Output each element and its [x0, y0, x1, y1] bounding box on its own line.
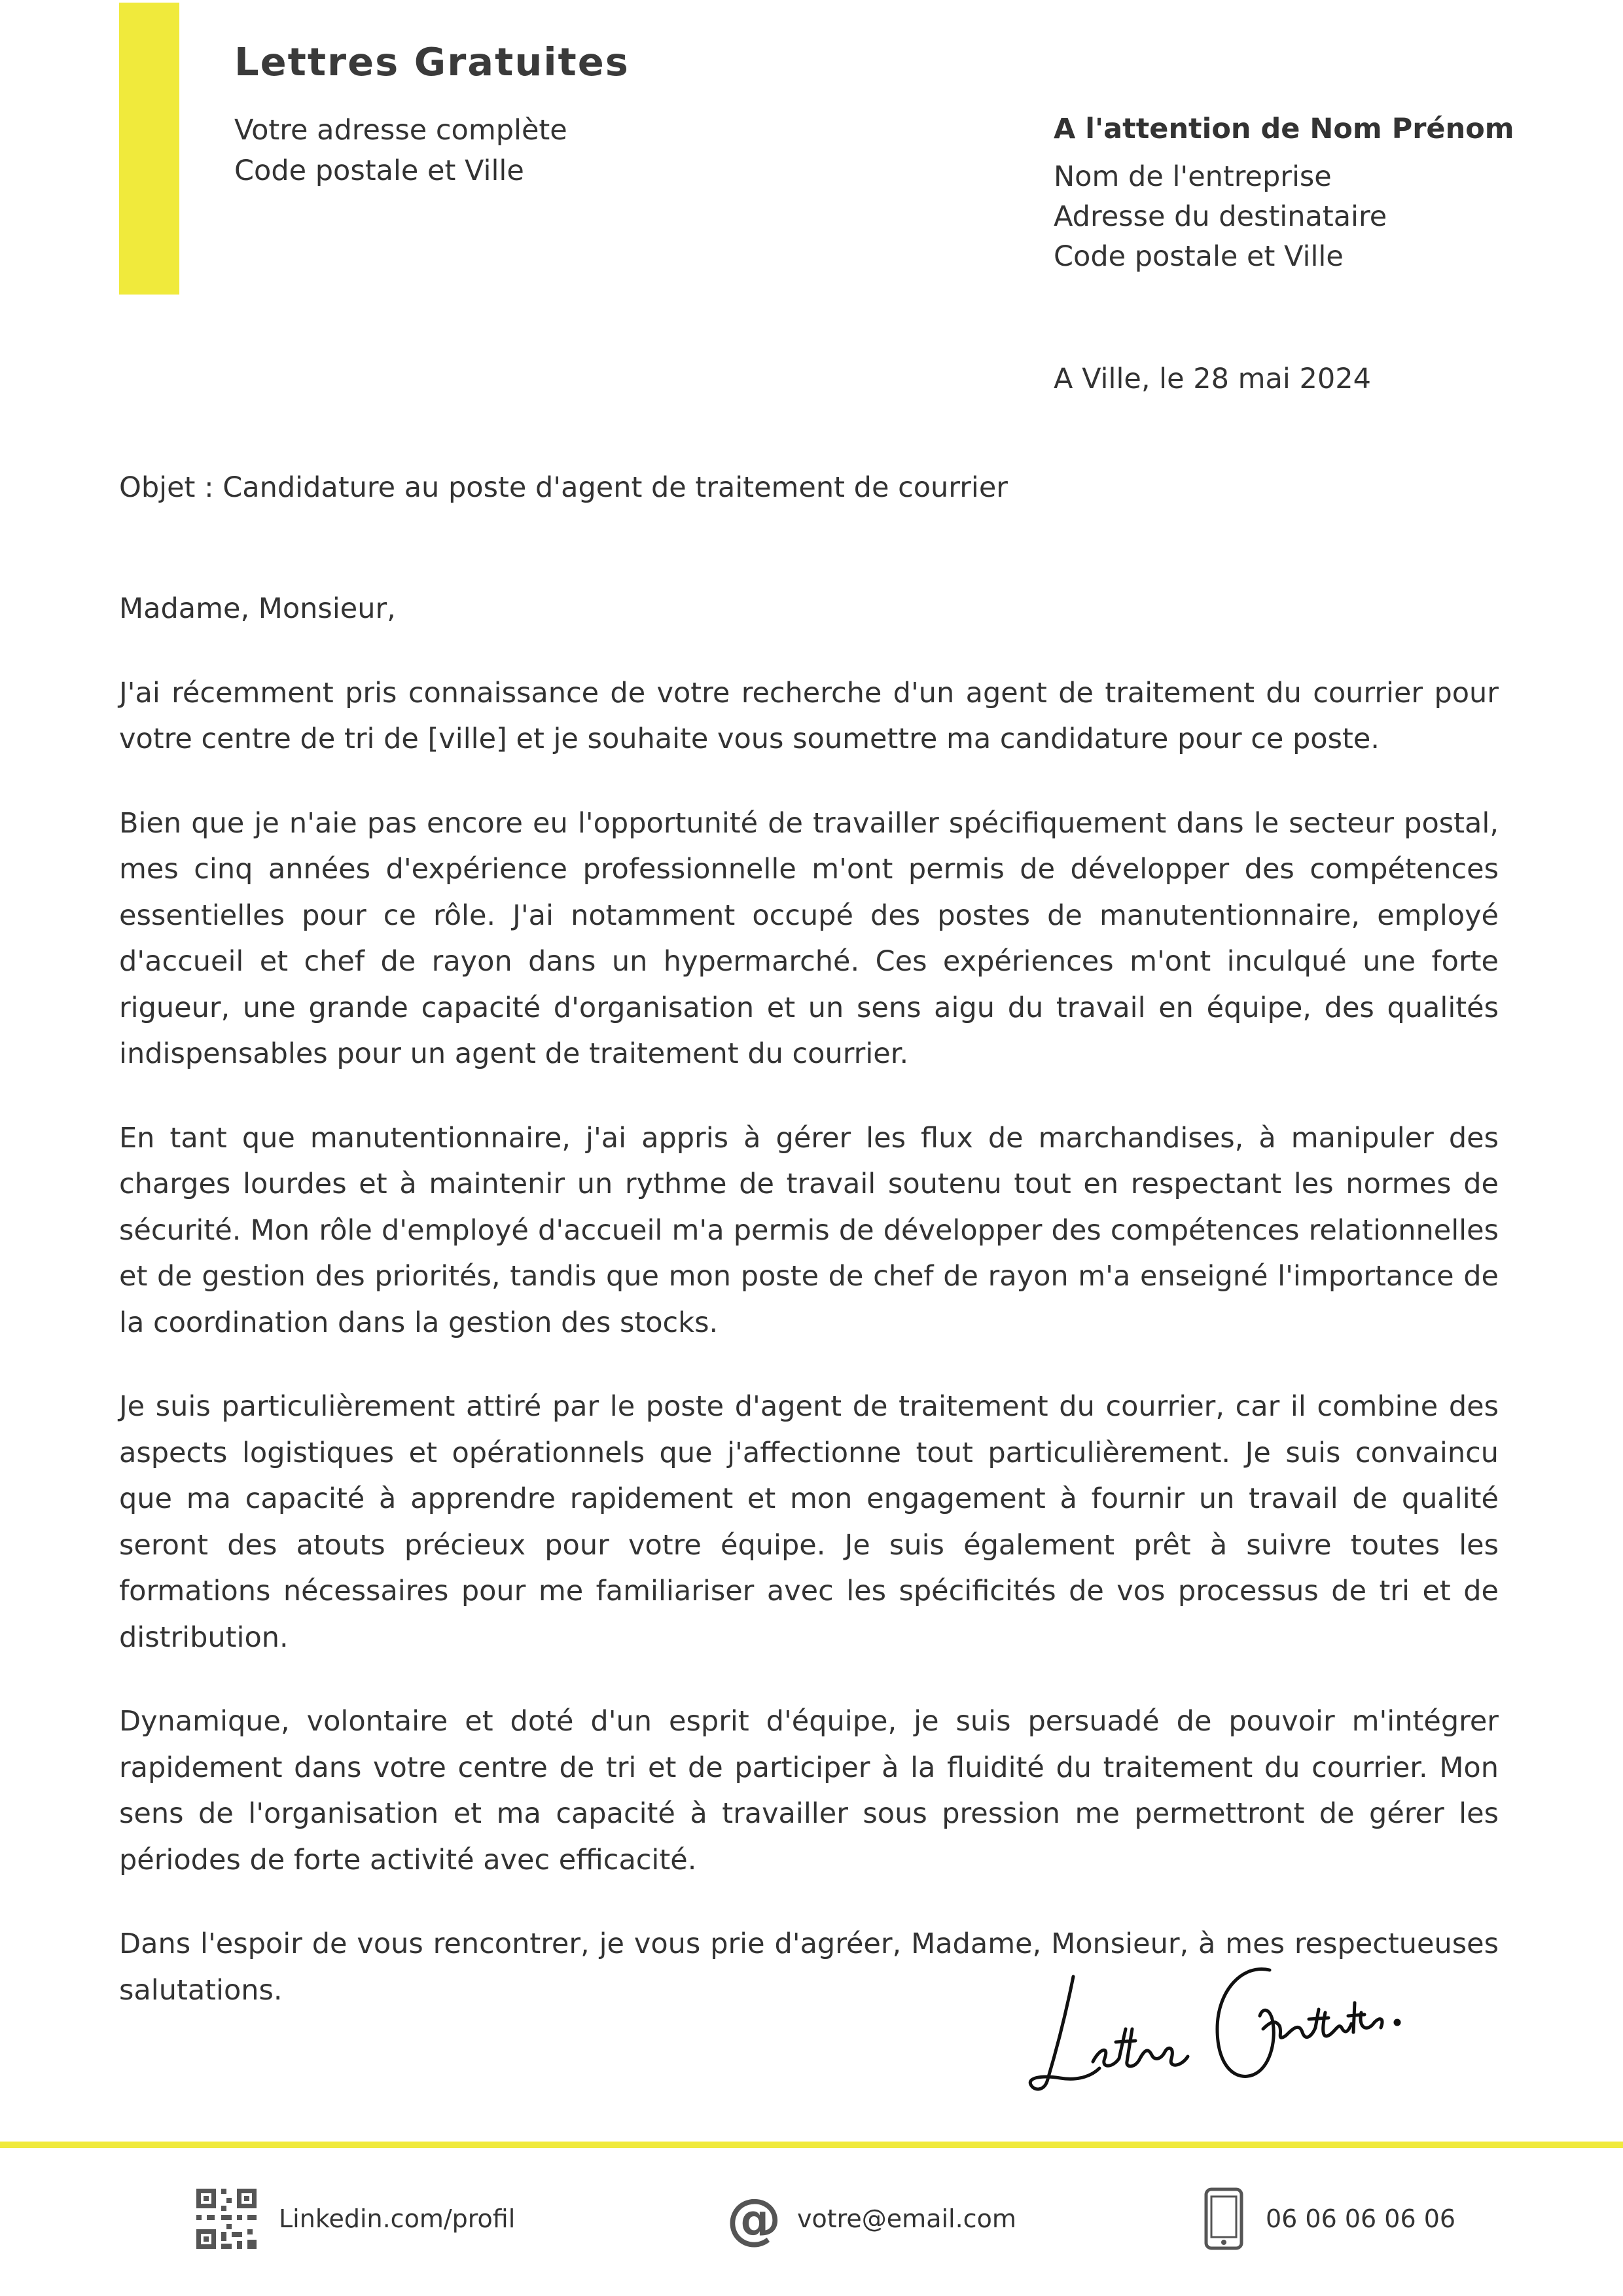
- recipient-company: Nom de l'entreprise: [1054, 160, 1332, 193]
- greeting: Madame, Monsieur,: [119, 592, 396, 625]
- recipient-city: Code postale et Ville: [1054, 240, 1344, 273]
- accent-bar: [119, 3, 179, 295]
- paragraph-1: J'ai récemment pris connaissance de votre recherche d'un agent de traitement du courrier pour votre centre de tri de [ville] et je souhaite vous soumettre ma candidature pour ce poste.: [119, 676, 1499, 755]
- paragraph-6: Dans l'espoir de vous rencontrer, je vous prie d'agréer, Madame, Monsieur, à mes respectueuses salutations.: [119, 1928, 1499, 2007]
- footer-email-text: votre@email.com: [797, 2204, 1016, 2233]
- sender-address: [234, 110, 567, 191]
- recipient-address: Adresse du destinataire: [1054, 200, 1387, 233]
- footer-divider: [0, 2142, 1623, 2148]
- paragraph-3: En tant que manutentionnaire, j'ai appris à gérer les flux de marchandises, à manipuler des charges lourdes et à maintenir un rythme de travail soutenu tout en respectant les normes de sécurité. Mon rôle d'employé d'accueil m'a permis de développer des compétences relationnelles et de gestion des priorités, tandis que mon poste de chef de rayon m'a enseigné l'importance de la coordination dans la gestion des stocks.: [119, 1121, 1499, 1339]
- footer-linkedin-text: Linkedin.com/profil: [279, 2204, 516, 2233]
- paragraph-5: Dynamique, volontaire et doté d'un esprit d'équipe, je suis persuadé de pouvoir m'intégrer rapidement dans votre centre de tri et de participer à la fluidité du traitement du courrier. Mon sens de l'organisation et ma capacité à travailler sous pression me permettront de gérer les périodes de forte activité avec efficacité.: [119, 1705, 1499, 1876]
- letter-subject: Objet : Candidature au poste d'agent de traitement de courrier: [119, 471, 1008, 504]
- recipient-attention: A l'attention de Nom Prénom: [1054, 113, 1514, 145]
- footer-email: [726, 2186, 1016, 2251]
- paragraph-2: Bien que je n'aie pas encore eu l'opportunité de travailler spécifiquement dans le secteur postal, mes cinq années d'expérience professionnelle m'ont permis de développer des compétences essentielles pour ce rôle. J'ai notamment occupé des postes de manutentionnaire, employé d'accueil et chef de rayon dans un hypermarché. Ces expériences m'ont inculqué une forte rigueur, une grande capacité d'organisation et un sens aigu du travail en équipe, des qualités indispensables pour un agent de traitement du courrier.: [119, 806, 1499, 1070]
- at-sign-icon: @: [726, 2187, 781, 2251]
- letter-date: A Ville, le 28 mai 2024: [1054, 363, 1371, 395]
- recipient-block: [1054, 113, 1514, 277]
- signature: [1027, 1950, 1407, 2101]
- sender-address-line2: Code postale et Ville: [234, 154, 524, 187]
- sender-address-line1: Votre adresse complète: [234, 114, 567, 147]
- letter-body: [119, 586, 1499, 2051]
- footer-linkedin: [196, 2186, 515, 2251]
- smartphone-icon: [1204, 2187, 1243, 2250]
- footer-phone: [1204, 2186, 1455, 2251]
- sender-name: Lettres Gratuites: [234, 39, 630, 84]
- qr-code-icon: [196, 2189, 257, 2249]
- paragraph-4: Je suis particulièrement attiré par le poste d'agent de traitement du courrier, car il combine des aspects logistiques et opérationnels que j'affectionne tout particulièrement. Je suis convaincu que ma capacité à apprendre rapidement et mon engagement à fournir un travail de qualité seront des atouts précieux pour votre équipe. Je suis également prêt à suivre toutes les formations nécessaires pour me familiariser avec les spécificités de vos processus de tri et de distribution.: [119, 1390, 1499, 1654]
- footer-phone-text: 06 06 06 06 06: [1266, 2204, 1456, 2233]
